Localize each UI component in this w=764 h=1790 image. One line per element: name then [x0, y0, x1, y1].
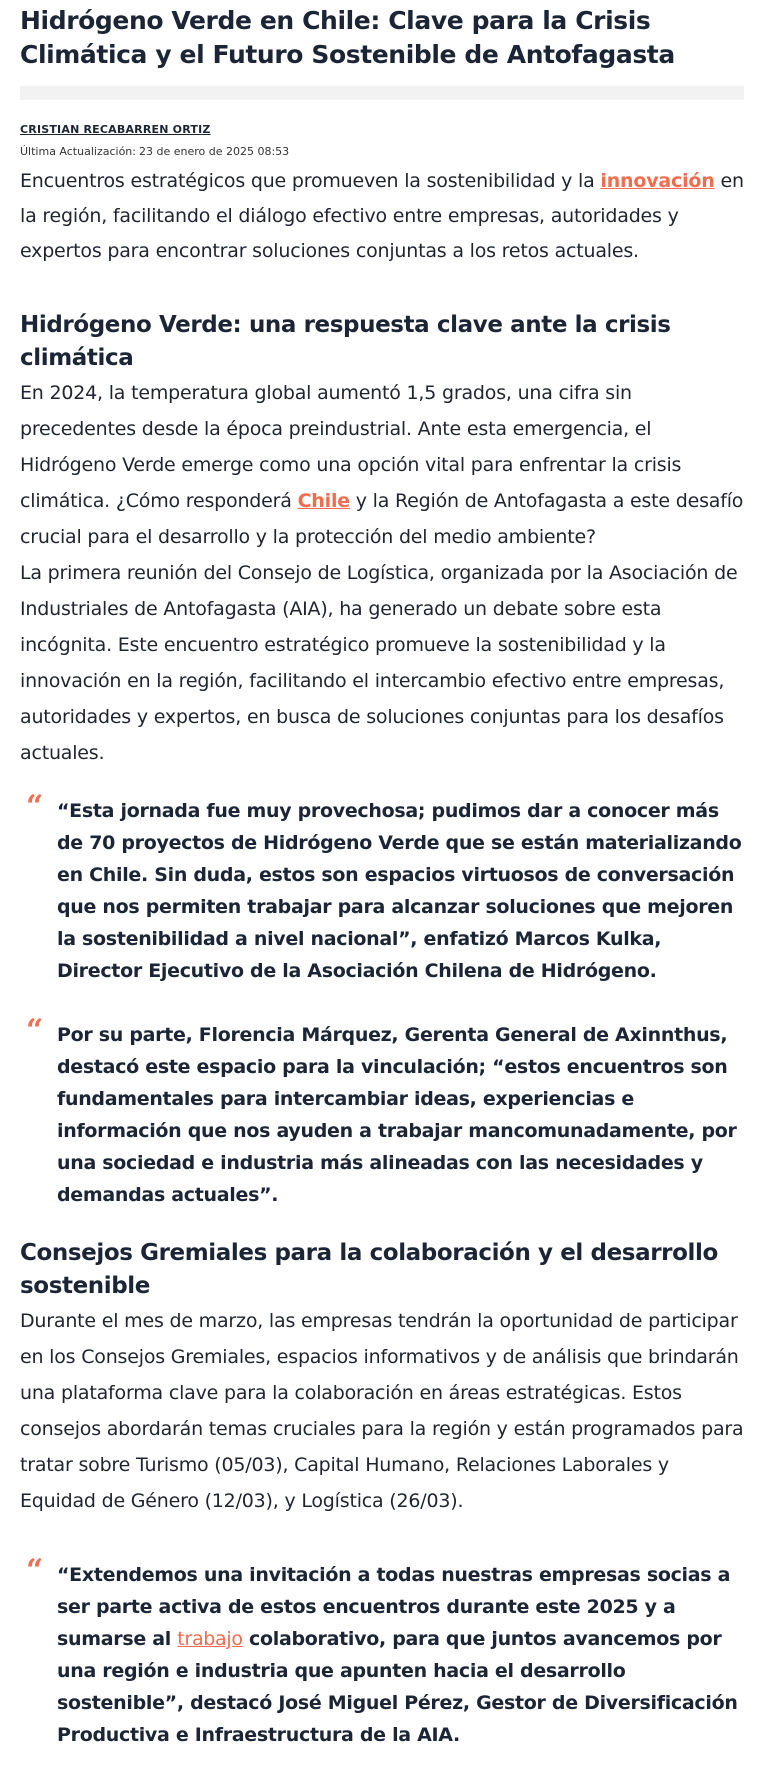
paragraph-text-after: y la Región de Antofagasta a este desafío crucial para el desarrollo y la protección del medio ambiente?	[20, 490, 744, 548]
section-heading-consejos: Consejos Gremiales para la colaboración y el desarrollo sostenible	[20, 1240, 718, 1299]
quote-text: “Esta jornada fue muy provechosa; pudimos dar a conocer más de 70 proyectos de Hidrógeno Verde que se están materializando en Chile. Sin duda, estos son espacios virtuosos de conversación que nos permiten trabajar para alcanzar soluciones que mejoren la sostenibilidad a nivel nacional”, enfatizó Marcos Kulka, Director Ejecutivo de la Asociación Chilena de Hidrógeno.	[57, 800, 742, 982]
lead-text-before: Encuentros estratégicos que promueven la sostenibilidad y la	[20, 170, 601, 192]
quote-text	[57, 1564, 738, 1746]
chile-link[interactable]: Chile	[297, 490, 350, 512]
quote-text-after: colaborativo, para que juntos avancemos por una región e industria que apunten hacia el desarrollo sostenible”, destacó José Miguel Pérez, Gestor de Diversificación Productiva e Infraestructura de la AIA.	[57, 1628, 738, 1746]
article-title: Hidrógeno Verde en Chile: Clave para la Crisis Climática y el Futuro Sostenible de Antofagasta	[20, 6, 675, 69]
quote-icon: “	[26, 789, 43, 824]
quote-text: Por su parte, Florencia Márquez, Gerenta General de Axinnthus, destacó este espacio para la vinculación; “estos encuentros son fundamentales para intercambiar ideas, experiencias e información que nos ayuden a trabajar mancomunadamente, por una sociedad e industria más alineadas con las necesidades y demandas actuales”.	[57, 1024, 737, 1206]
updated-label: Última Actualización:	[20, 145, 136, 158]
quote-icon: “	[26, 1013, 43, 1048]
section-heading-hidrogeno: Hidrógeno Verde: una respuesta clave ante la crisis climática	[20, 312, 671, 371]
updated-date: 23 de enero de 2025 08:53	[138, 145, 290, 158]
body-paragraph: Durante el mes de marzo, las empresas tendrán la oportunidad de participar en los Consejos Gremiales, espacios informativos y de análisis que brindarán una plataforma clave para la colaboración en áreas estratégicas. Estos consejos abordarán temas cruciales para la región y están programados para tratar sobre Turismo (05/03), Capital Humano, Relaciones Laborales y Equidad de Género (12/03), y Logística (26/03).	[20, 1310, 744, 1512]
body-paragraph	[20, 375, 744, 555]
lead-text-after: en la región, facilitando el diálogo efectivo entre empresas, autoridades y expertos para encontrar soluciones conjuntas a los retos actuales.	[20, 170, 744, 262]
body-paragraph: La primera reunión del Consejo de Logística, organizada por la Asociación de Industriales de Antofagasta (AIA), ha generado un debate sobre esta incógnita. Este encuentro estratégico promueve la sostenibilidad y la innovación en la región, facilitando el intercambio efectivo entre empresas, autoridades y expertos, en busca de soluciones conjuntas para los desafíos actuales.	[20, 562, 738, 764]
innovacion-link[interactable]: innovación	[600, 170, 715, 192]
lead-paragraph	[20, 164, 744, 269]
trabajo-link[interactable]: trabajo	[177, 1628, 243, 1650]
paragraph-text-before: En 2024, la temperatura global aumentó 1,5 grados, una cifra sin precedentes desde la época preindustrial. Ante esta emergencia, el Hidrógeno Verde emerge como una opción vital para enfrentar la crisis climática. ¿Cómo responderá	[20, 382, 682, 512]
divider	[20, 86, 744, 100]
blockquote	[20, 1553, 744, 1751]
last-updated	[20, 145, 744, 158]
blockquote	[20, 1013, 744, 1211]
blockquote	[20, 789, 744, 987]
quote-icon: “	[26, 1553, 43, 1588]
author-link[interactable]: CRISTIAN RECABARREN ORTIZ	[20, 123, 211, 136]
quote-text-before: “Extendemos una invitación a todas nuestras empresas socias a ser parte activa de estos encuentros durante este 2025 y a sumarse al	[57, 1564, 731, 1650]
